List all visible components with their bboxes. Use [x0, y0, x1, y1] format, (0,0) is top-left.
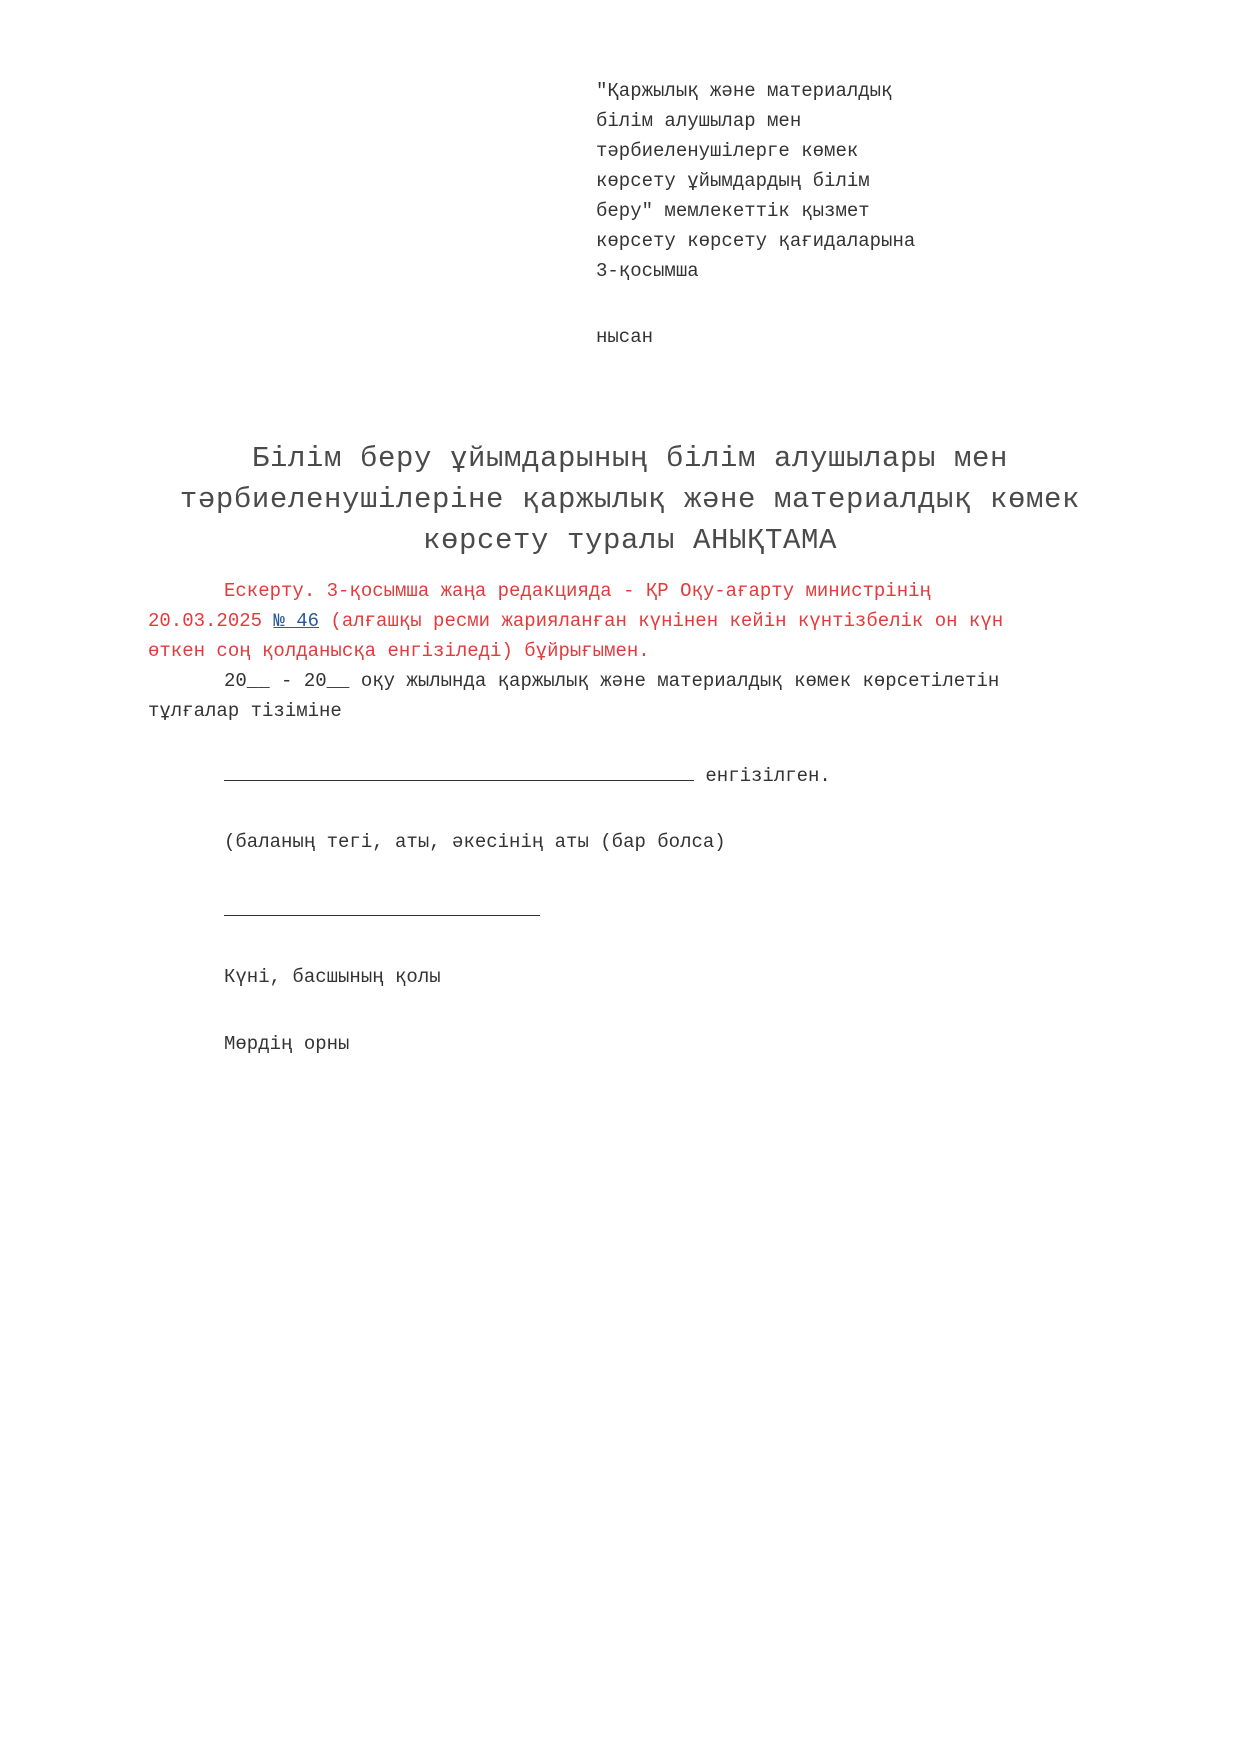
seal-place-caption: Мөрдің орны	[224, 1033, 350, 1055]
note-line	[148, 606, 1128, 636]
header-line: 3-қосымша	[596, 260, 699, 282]
note-line: өткен соң қолданысқа енгізіледі) бұйрығымен.	[148, 640, 650, 662]
header-line: көрсету көрсету қағидаларына	[596, 230, 916, 252]
note-date: 20.03.2025	[148, 610, 274, 632]
header-line: беру" мемлекеттік қызмет	[596, 200, 870, 222]
header-line: білім алушылар мен	[596, 110, 802, 132]
title-line: Білім беру ұйымдарының білім алушылары мен	[251, 442, 1009, 475]
body-block	[148, 576, 1128, 726]
header-block	[596, 76, 1016, 286]
date-signature-caption: Күні, басшының қолы	[224, 966, 441, 988]
amendment-note	[148, 576, 1128, 666]
signature-blank-line	[224, 895, 540, 916]
order-link[interactable]: № 46	[273, 610, 320, 632]
document-title	[130, 438, 1130, 561]
name-field-suffix: енгізілген.	[694, 765, 831, 787]
signature-field-row	[224, 895, 540, 926]
paragraph-line: тұлғалар тізіміне	[148, 700, 342, 722]
form-label: нысан	[596, 326, 654, 348]
name-blank-line	[224, 760, 694, 781]
title-line: тәрбиеленушілеріне қаржылық және материалдық көмек	[179, 483, 1081, 516]
header-line: көрсету ұйымдардың білім	[596, 170, 870, 192]
name-field-row	[224, 760, 831, 791]
title-line: көрсету туралы АНЫҚТАМА	[422, 524, 838, 557]
note-line: Ескерту. 3-қосымша жаңа редакцияда - ҚР Оқу-ағарту министрінің	[224, 580, 931, 602]
name-caption: (баланың тегі, аты, әкесінің аты (бар болса)	[224, 831, 726, 853]
note-text: (алғашқы ресми жарияланған күнінен кейін күнтізбелік он күн	[319, 610, 1004, 632]
header-line: тәрбиеленушілерге көмек	[596, 140, 859, 162]
header-line: "Қаржылық және материалдық	[596, 80, 893, 102]
paragraph-line: 20__ - 20__ оқу жылында қаржылық және материалдық көмек көрсетілетін	[224, 670, 1000, 692]
